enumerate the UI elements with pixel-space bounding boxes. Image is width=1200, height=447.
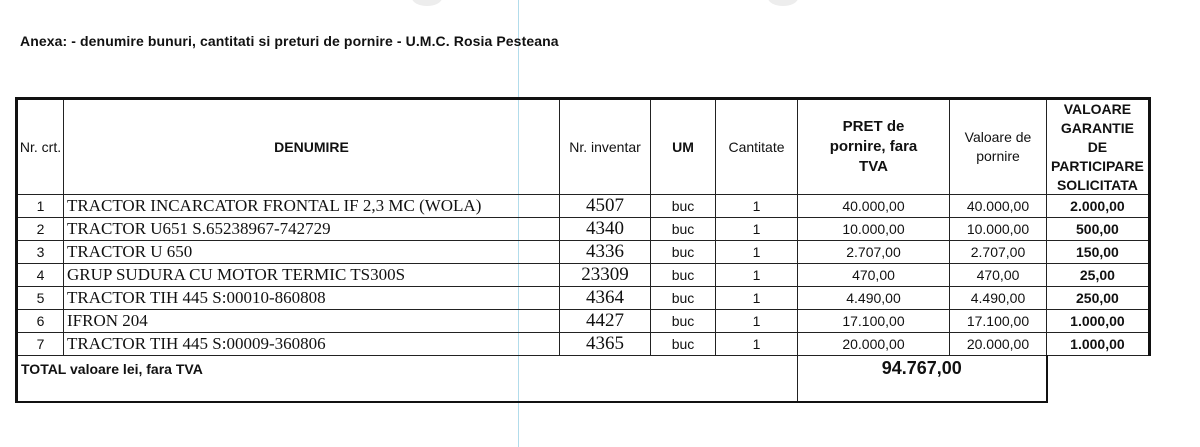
cell-garantie: 1.000,00 xyxy=(1047,333,1150,356)
total-value: 94.767,00 xyxy=(798,356,1047,403)
cell-garantie: 25,00 xyxy=(1047,264,1150,287)
cell-valoare: 10.000,00 xyxy=(950,218,1047,241)
scan-artifact xyxy=(412,0,442,6)
cell-cantitate: 1 xyxy=(716,310,798,333)
cell-cantitate: 1 xyxy=(716,333,798,356)
cell-pret: 2.707,00 xyxy=(798,241,950,264)
total-row xyxy=(17,356,1150,403)
cell-denumire: TRACTOR TIH 445 S:00010-860808 xyxy=(64,287,560,310)
cell-valoare: 2.707,00 xyxy=(950,241,1047,264)
cell-garantie: 1.000,00 xyxy=(1047,310,1150,333)
total-label: TOTAL valoare lei, fara TVA xyxy=(17,356,798,403)
cell-nr: 5 xyxy=(17,287,64,310)
cell-cantitate: 1 xyxy=(716,264,798,287)
cell-inventar: 4365 xyxy=(560,333,651,356)
cell-denumire: TRACTOR TIH 445 S:00009-360806 xyxy=(64,333,560,356)
annex-table xyxy=(15,97,1151,403)
cell-valoare: 40.000,00 xyxy=(950,195,1047,218)
header-valoare: Valoare de pornire xyxy=(950,99,1047,195)
cell-um: buc xyxy=(651,195,716,218)
cell-pret: 17.100,00 xyxy=(798,310,950,333)
table-row xyxy=(17,333,1150,356)
cell-inventar: 4427 xyxy=(560,310,651,333)
cell-denumire: TRACTOR U 650 xyxy=(64,241,560,264)
cell-pret: 470,00 xyxy=(798,264,950,287)
cell-inventar: 23309 xyxy=(560,264,651,287)
cell-denumire: GRUP SUDURA CU MOTOR TERMIC TS300S xyxy=(64,264,560,287)
header-um: UM xyxy=(651,99,716,195)
cell-denumire: TRACTOR U651 S.65238967-742729 xyxy=(64,218,560,241)
header-cantitate: Cantitate xyxy=(716,99,798,195)
cell-valoare: 17.100,00 xyxy=(950,310,1047,333)
table-row xyxy=(17,264,1150,287)
header-denumire: DENUMIRE xyxy=(64,99,560,195)
cell-garantie: 250,00 xyxy=(1047,287,1150,310)
table-row xyxy=(17,241,1150,264)
cell-nr: 4 xyxy=(17,264,64,287)
cell-pret: 20.000,00 xyxy=(798,333,950,356)
header-garantie: VALOARE GARANTIE DE PARTICIPARE SOLICITATA xyxy=(1047,99,1150,195)
table-row xyxy=(17,310,1150,333)
document-title: Anexa: - denumire bunuri, cantitati si preturi de pornire - U.M.C. Rosia Pesteana xyxy=(20,33,559,49)
table-row xyxy=(17,287,1150,310)
cell-um: buc xyxy=(651,333,716,356)
cell-inventar: 4340 xyxy=(560,218,651,241)
table-row xyxy=(17,195,1150,218)
cell-um: buc xyxy=(651,310,716,333)
cell-nr: 1 xyxy=(17,195,64,218)
table-row xyxy=(17,218,1150,241)
cell-denumire: IFRON 204 xyxy=(64,310,560,333)
cell-cantitate: 1 xyxy=(716,241,798,264)
header-inventar: Nr. inventar xyxy=(560,99,651,195)
cell-garantie: 2.000,00 xyxy=(1047,195,1150,218)
cell-inventar: 4336 xyxy=(560,241,651,264)
cell-nr: 7 xyxy=(17,333,64,356)
cell-um: buc xyxy=(651,241,716,264)
cell-nr: 3 xyxy=(17,241,64,264)
cell-denumire: TRACTOR INCARCATOR FRONTAL IF 2,3 MC (WOLA) xyxy=(64,195,560,218)
header-row xyxy=(17,99,1150,195)
cell-cantitate: 1 xyxy=(716,195,798,218)
cell-um: buc xyxy=(651,218,716,241)
header-nr: Nr. crt. xyxy=(17,99,64,195)
cell-pret: 4.490,00 xyxy=(798,287,950,310)
cell-um: buc xyxy=(651,287,716,310)
cell-cantitate: 1 xyxy=(716,287,798,310)
total-empty-cell xyxy=(1047,356,1150,403)
cell-garantie: 500,00 xyxy=(1047,218,1150,241)
cell-nr: 6 xyxy=(17,310,64,333)
cell-valoare: 20.000,00 xyxy=(950,333,1047,356)
header-pret: PRET de pornire, fara TVA xyxy=(798,99,950,195)
cell-garantie: 150,00 xyxy=(1047,241,1150,264)
cell-nr: 2 xyxy=(17,218,64,241)
cell-pret: 40.000,00 xyxy=(798,195,950,218)
cell-inventar: 4507 xyxy=(560,195,651,218)
cell-valoare: 470,00 xyxy=(950,264,1047,287)
cell-um: buc xyxy=(651,264,716,287)
cell-inventar: 4364 xyxy=(560,287,651,310)
cell-cantitate: 1 xyxy=(716,218,798,241)
cell-valoare: 4.490,00 xyxy=(950,287,1047,310)
cell-pret: 10.000,00 xyxy=(798,218,950,241)
scan-artifact xyxy=(768,0,798,6)
